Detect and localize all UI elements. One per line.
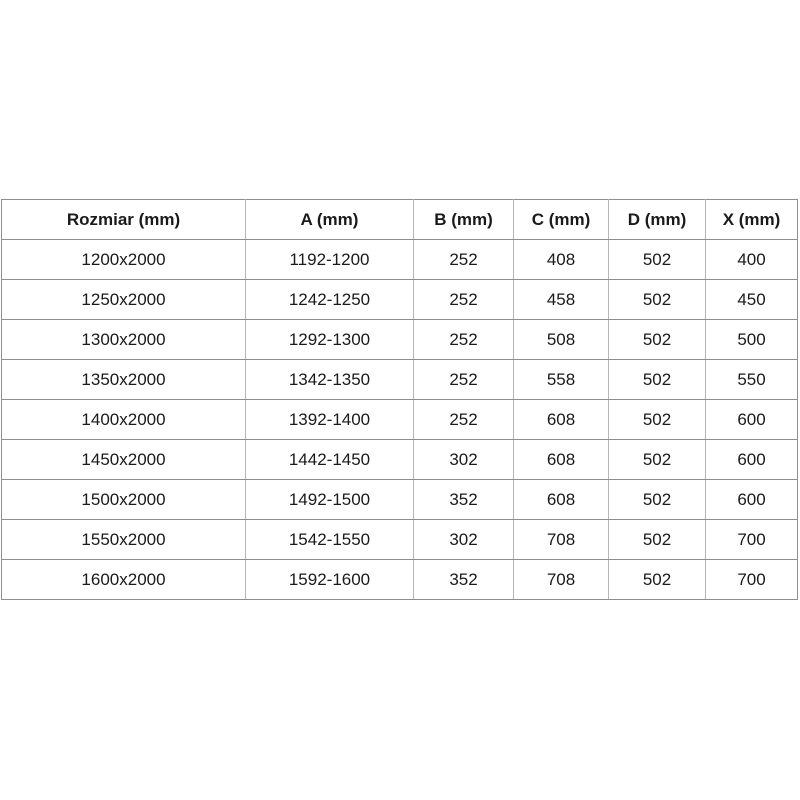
table-cell: 1400x2000 (2, 400, 246, 440)
table-cell: 502 (609, 240, 706, 280)
table-cell: 1292-1300 (246, 320, 414, 360)
table-cell: 252 (414, 360, 514, 400)
table-cell: 502 (609, 400, 706, 440)
table-row (2, 360, 798, 400)
table-cell: 608 (514, 400, 609, 440)
column-header-c: C (mm) (514, 200, 609, 240)
table-cell: 352 (414, 480, 514, 520)
table-cell: 1392-1400 (246, 400, 414, 440)
table-cell: 1542-1550 (246, 520, 414, 560)
column-header-b: B (mm) (414, 200, 514, 240)
table-cell: 502 (609, 320, 706, 360)
table-cell: 1442-1450 (246, 440, 414, 480)
table-cell: 400 (706, 240, 798, 280)
table-cell: 708 (514, 520, 609, 560)
table-cell: 608 (514, 480, 609, 520)
table-cell: 458 (514, 280, 609, 320)
table-cell: 252 (414, 280, 514, 320)
table-cell: 600 (706, 400, 798, 440)
table-cell: 502 (609, 360, 706, 400)
column-header-d: D (mm) (609, 200, 706, 240)
table-cell: 1592-1600 (246, 560, 414, 600)
table-row (2, 560, 798, 600)
table-row (2, 320, 798, 360)
table-cell: 558 (514, 360, 609, 400)
table-header (2, 200, 798, 240)
table-cell: 500 (706, 320, 798, 360)
column-header-a: A (mm) (246, 200, 414, 240)
table-cell: 502 (609, 440, 706, 480)
column-header-x: X (mm) (706, 200, 798, 240)
table-cell: 252 (414, 400, 514, 440)
table-cell: 502 (609, 480, 706, 520)
table-row (2, 400, 798, 440)
table-row (2, 240, 798, 280)
table-cell: 1300x2000 (2, 320, 246, 360)
table-cell: 502 (609, 560, 706, 600)
table-cell: 450 (706, 280, 798, 320)
table-cell: 408 (514, 240, 609, 280)
table-row (2, 480, 798, 520)
table-cell: 600 (706, 440, 798, 480)
header-row (2, 200, 798, 240)
table-cell: 302 (414, 520, 514, 560)
table-cell: 550 (706, 360, 798, 400)
table-cell: 508 (514, 320, 609, 360)
table-cell: 1600x2000 (2, 560, 246, 600)
table-cell: 352 (414, 560, 514, 600)
table-row (2, 520, 798, 560)
table-cell: 252 (414, 240, 514, 280)
table-cell: 502 (609, 520, 706, 560)
table-cell: 252 (414, 320, 514, 360)
table-cell: 1492-1500 (246, 480, 414, 520)
table-cell: 1242-1250 (246, 280, 414, 320)
table-cell: 608 (514, 440, 609, 480)
table-cell: 1342-1350 (246, 360, 414, 400)
table-body (2, 240, 798, 600)
table-cell: 708 (514, 560, 609, 600)
table-cell: 600 (706, 480, 798, 520)
table-cell: 700 (706, 520, 798, 560)
table-cell: 1200x2000 (2, 240, 246, 280)
table-cell: 1450x2000 (2, 440, 246, 480)
table-cell: 302 (414, 440, 514, 480)
table-cell: 502 (609, 280, 706, 320)
table-cell: 1550x2000 (2, 520, 246, 560)
table-cell: 1192-1200 (246, 240, 414, 280)
size-dimensions-table (1, 199, 798, 600)
table-cell: 1350x2000 (2, 360, 246, 400)
table-row (2, 440, 798, 480)
table-row (2, 280, 798, 320)
table-cell: 700 (706, 560, 798, 600)
column-header-rozmiar: Rozmiar (mm) (2, 200, 246, 240)
table-cell: 1500x2000 (2, 480, 246, 520)
table-cell: 1250x2000 (2, 280, 246, 320)
